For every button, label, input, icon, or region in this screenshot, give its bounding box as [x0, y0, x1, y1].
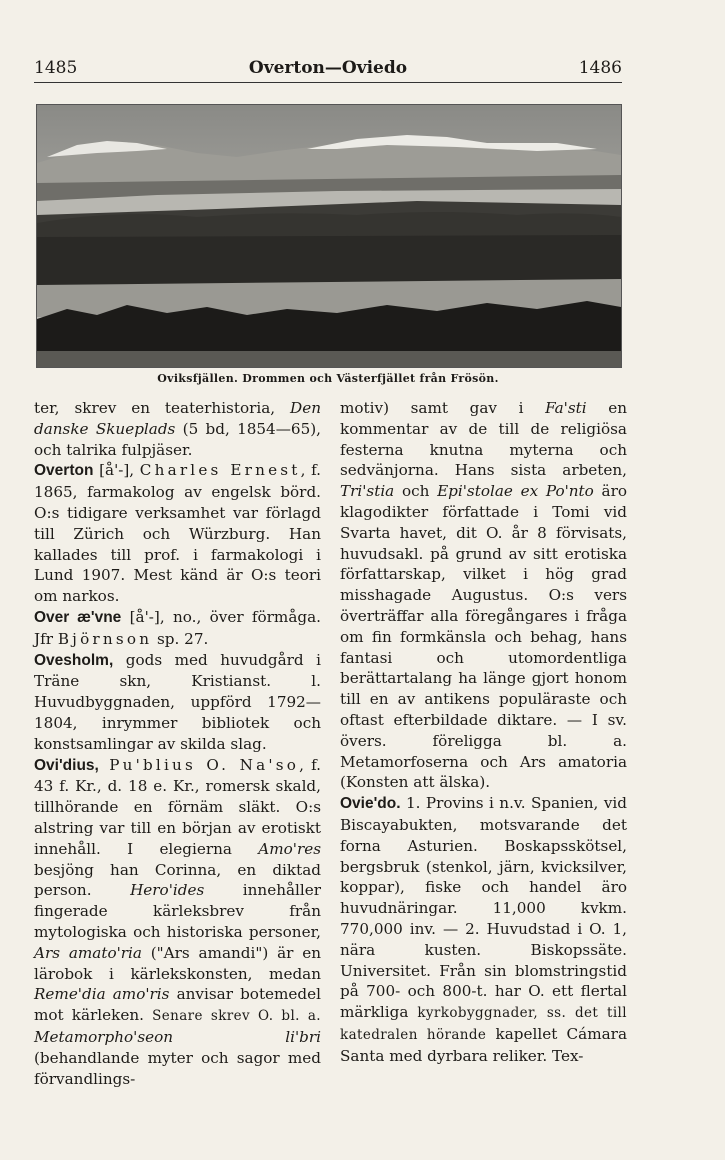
entry-overton: Overton [å'-], Charles Ernest, f. 1865, farmakolog av engelsk börd. O:s tidigare verksamhet var förlagd till Zürich och Würzburg. Han kallades till prof. i farmakologi i Lund 1907. Mest känd är O:s teori om narkos. — [34, 461, 321, 606]
page-number-left: 1485 — [34, 58, 78, 78]
entry-oviedo: Ovie'do. 1. Provins i n.v. Spanien, vid Biscayabukten, motsvarande det forna Asturien. Boskapsskötsel, bergsbruk (stenkol, järn, kvicksilver, koppar), fiske och handel äro huvudnäringar. 11,000 kvkm. 770,000 inv. — 2. Huvudstad i O. 1, nära kusten. Biskopssäte. Universitet. Från sin blomstringstid på 700- och 800-t. har O. ett flertal märkliga kyrkobyggnader, ss. det till katedralen hörande kapellet Cámara Santa med dyrbara reliker. Tex- — [340, 794, 627, 1065]
entry-ovidius: Ovi'dius, Pu'blius O. Na'so, f. 43 f. Kr., d. 18 e. Kr., romersk skald, tillhörande en förnäm släkt. O:s alstring var till en början av erotiskt innehåll. I elegierna Amo'res besjöng han Corinna, en diktad person. Hero'ides innehåller fingerade kärleksbrev från mytologiska och historiska personer, Ars amato'ria ("Ars amandi") är en lärobok i kärlekskonsten, medan Reme'dia amo'ris anvisar botemedel mot kärleken. Senare skrev O. bl. a. Metamorpho'seon li'bri (behandlande myter och sagor med förvandlings- — [34, 755, 322, 1088]
entry-ovidius-continued: motiv) samt gav i Fa'sti en kommentar av de till de religiösa festerna knutna myterna och sedvänjorna. Hans sista arbeten, Tri'stia och Epi'stolae ex Po'nto äro klagodikter författade i Tomi vid Svarta havet, dit O. år 8 förvisats, huvudsakl. på grund av sitt erotiska författarskap, vilket i hög grad misshagade Augustus. O:s vers överträffar alla föregångares i fråga om fin formkänsla och behag, hans fantasi och utomordentliga berättartalang ha länge gjort honom till en av antikens populäraste och oftast efterbildade diktare. — I sv. övers. föreligga bl. a. Metamorfoserna och Ars amatoria (Konsten att älska). — [340, 399, 627, 792]
entry-ovesholm: Ovesholm, gods med huvudgård i Träne skn, Kristianst. l. Huvudbyggnaden, uppförd 1792—1804, inrymmer bibliotek och konstsamlingar av skilda slag. — [34, 650, 321, 753]
page-number-right: 1486 — [578, 58, 622, 78]
landscape-photo — [36, 104, 622, 368]
column-right — [340, 398, 627, 1067]
entry-continuation: ter, skrev en teaterhistoria, Den danske Skueplads (5 bd, 1854—65), och talrika fulpjäser. — [34, 399, 321, 459]
page-header — [34, 56, 622, 83]
running-head: Overton—Oviedo — [248, 58, 408, 78]
photo-caption: Oviksfjällen. Drommen och Västerfjället från Frösön. — [157, 372, 499, 385]
column-left — [34, 398, 321, 1089]
entry-over-aevne: Over æ'vne [å'-], no., över förmåga. Jfr Björnson sp. 27. — [34, 607, 321, 648]
